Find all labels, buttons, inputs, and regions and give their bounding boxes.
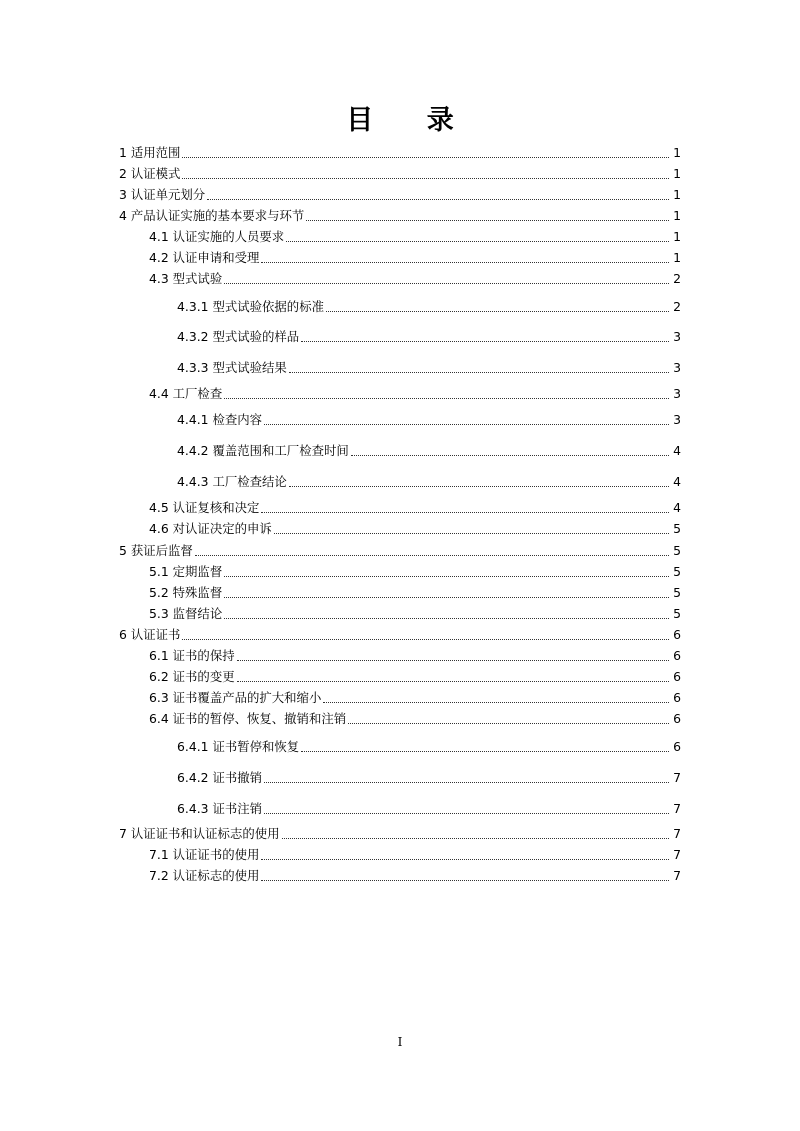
- toc-entry-page: 2: [673, 271, 681, 286]
- toc-entry[interactable]: [0, 269, 800, 287]
- toc-entry-label: 4.4.2 覆盖范围和工厂检查时间: [177, 443, 349, 458]
- toc-entry-page: 1: [673, 208, 681, 223]
- toc-entry[interactable]: [0, 541, 800, 559]
- toc-entry-label: 6.4.3 证书注销: [177, 801, 263, 816]
- toc-leader-dots: [274, 521, 669, 534]
- toc-entry-label: 4.3.1 型式试验依据的标准: [177, 299, 324, 314]
- toc-entry-page: 1: [673, 187, 681, 202]
- toc-entry-page: 1: [673, 250, 681, 265]
- toc-entry-page: 5: [673, 585, 681, 600]
- toc-leader-dots: [224, 585, 669, 598]
- toc-entry[interactable]: [0, 143, 800, 161]
- toc-entry-page: 6: [673, 648, 681, 663]
- toc-entry-label: 4.2 认证申请和受理: [149, 250, 260, 265]
- toc-entry[interactable]: [0, 519, 800, 537]
- toc-entry[interactable]: [0, 248, 800, 266]
- toc-entry[interactable]: [0, 441, 800, 459]
- toc-entry-label: 4.3 型式试验: [149, 271, 223, 286]
- toc-entry[interactable]: [0, 709, 800, 727]
- toc-leader-dots: [301, 739, 669, 752]
- toc-entry[interactable]: [0, 768, 800, 786]
- toc-entry[interactable]: [0, 384, 800, 402]
- toc-entry-label: 5.3 监督结论: [149, 606, 223, 621]
- toc-leader-dots: [182, 145, 669, 158]
- toc-entry[interactable]: [0, 327, 800, 345]
- toc-entry-page: 1: [673, 229, 681, 244]
- toc-entry[interactable]: [0, 625, 800, 643]
- toc-entry[interactable]: [0, 646, 800, 664]
- toc-entry[interactable]: [0, 583, 800, 601]
- toc-entry-page: 7: [673, 847, 681, 862]
- toc-leader-dots: [348, 711, 669, 724]
- toc-entry[interactable]: [0, 410, 800, 428]
- toc-entry-page: 6: [673, 669, 681, 684]
- toc-leader-dots: [323, 690, 669, 703]
- toc-entry-label: 4.3.2 型式试验的样品: [177, 329, 300, 344]
- toc-entry-label: 6.4 证书的暂停、恢复、撤销和注销: [149, 711, 347, 726]
- toc-entry-page: 4: [673, 474, 681, 489]
- toc-entry-label: 4.6 对认证决定的申诉: [149, 521, 272, 536]
- toc-entry-label: 1 适用范围: [119, 145, 181, 160]
- toc-entry-label: 4.3.3 型式试验结果: [177, 360, 287, 375]
- page-title: 目 录: [346, 105, 476, 136]
- toc-entry-label: 6 认证证书: [119, 627, 181, 642]
- toc-entry-page: 7: [673, 801, 681, 816]
- toc-entry-page: 3: [673, 360, 681, 375]
- toc-leader-dots: [182, 166, 669, 179]
- toc-entry-label: 7 认证证书和认证标志的使用: [119, 826, 280, 841]
- toc-entry[interactable]: [0, 866, 800, 884]
- toc-leader-dots: [207, 187, 669, 200]
- toc-entry[interactable]: [0, 824, 800, 842]
- toc-entry-page: 6: [673, 739, 681, 754]
- toc-entry[interactable]: [0, 206, 800, 224]
- toc-leader-dots: [195, 543, 669, 556]
- toc-entry-label: 4.1 认证实施的人员要求: [149, 229, 285, 244]
- toc-entry-label: 6.4.1 证书暂停和恢复: [177, 739, 300, 754]
- toc-entry-page: 1: [673, 166, 681, 181]
- toc-leader-dots: [286, 229, 669, 242]
- toc-entry-page: 4: [673, 443, 681, 458]
- toc-entry-page: 3: [673, 412, 681, 427]
- toc-leader-dots: [261, 500, 669, 513]
- toc-leader-dots: [306, 208, 669, 221]
- toc-leader-dots: [224, 606, 669, 619]
- toc-entry[interactable]: [0, 799, 800, 817]
- toc-leader-dots: [261, 868, 669, 881]
- toc-entry-label: 6.2 证书的变更: [149, 669, 235, 684]
- toc-entry[interactable]: [0, 845, 800, 863]
- toc-leader-dots: [301, 329, 669, 342]
- toc-entry[interactable]: [0, 498, 800, 516]
- toc-entry-page: 6: [673, 627, 681, 642]
- toc-entry-label: 4.4.1 检查内容: [177, 412, 263, 427]
- toc-entry-page: 7: [673, 770, 681, 785]
- toc-entry[interactable]: [0, 185, 800, 203]
- toc-entry-label: 5 获证后监督: [119, 543, 193, 558]
- toc-leader-dots: [264, 801, 669, 814]
- toc-entry-label: 4.4 工厂检查: [149, 386, 223, 401]
- toc-leader-dots: [264, 412, 669, 425]
- toc-leader-dots: [351, 443, 669, 456]
- toc-entry-page: 6: [673, 690, 681, 705]
- toc-entry-label: 7.2 认证标志的使用: [149, 868, 260, 883]
- toc-entry-page: 1: [673, 145, 681, 160]
- toc-leader-dots: [182, 627, 669, 640]
- toc-entry-page: 2: [673, 299, 681, 314]
- toc-entry[interactable]: [0, 737, 800, 755]
- toc-entry-page: 4: [673, 500, 681, 515]
- toc-entry-label: 2 认证模式: [119, 166, 181, 181]
- toc-entry-label: 3 认证单元划分: [119, 187, 206, 202]
- toc-entry[interactable]: [0, 604, 800, 622]
- toc-leader-dots: [264, 770, 669, 783]
- toc-entry-label: 5.2 特殊监督: [149, 585, 223, 600]
- toc-leader-dots: [289, 474, 669, 487]
- toc-leader-dots: [326, 299, 669, 312]
- toc-leader-dots: [237, 648, 669, 661]
- toc-entry-label: 7.1 认证证书的使用: [149, 847, 260, 862]
- toc-leader-dots: [224, 271, 669, 284]
- page-number: I: [397, 1035, 403, 1049]
- toc-entry[interactable]: [0, 562, 800, 580]
- toc-entry-label: 5.1 定期监督: [149, 564, 223, 579]
- toc-leader-dots: [261, 250, 669, 263]
- toc-entry[interactable]: [0, 358, 800, 376]
- toc-entry[interactable]: [0, 688, 800, 706]
- toc-entry-page: 5: [673, 564, 681, 579]
- toc-entry[interactable]: [0, 472, 800, 490]
- toc-entry-page: 3: [673, 386, 681, 401]
- toc-entry-page: 6: [673, 711, 681, 726]
- toc-entry[interactable]: [0, 667, 800, 685]
- toc-entry-label: 6.4.2 证书撤销: [177, 770, 263, 785]
- toc-entry-label: 6.3 证书覆盖产品的扩大和缩小: [149, 690, 322, 705]
- toc-leader-dots: [237, 669, 669, 682]
- toc-entry[interactable]: [0, 227, 800, 245]
- toc-leader-dots: [289, 360, 669, 373]
- toc-leader-dots: [224, 386, 669, 399]
- toc-entry-page: 5: [673, 543, 681, 558]
- toc-entry[interactable]: [0, 164, 800, 182]
- toc-entry-page: 3: [673, 329, 681, 344]
- toc-entry-page: 5: [673, 521, 681, 536]
- toc-entry-label: 4.4.3 工厂检查结论: [177, 474, 287, 489]
- toc-entry-label: 4 产品认证实施的基本要求与环节: [119, 208, 305, 223]
- toc-entry[interactable]: [0, 297, 800, 315]
- toc-entry-page: 7: [673, 868, 681, 883]
- toc-entry-label: 6.1 证书的保持: [149, 648, 235, 663]
- toc-leader-dots: [224, 564, 669, 577]
- toc-entry-page: 7: [673, 826, 681, 841]
- toc-leader-dots: [282, 826, 669, 839]
- toc-entry-label: 4.5 认证复核和决定: [149, 500, 260, 515]
- toc-entry-page: 5: [673, 606, 681, 621]
- toc-leader-dots: [261, 847, 669, 860]
